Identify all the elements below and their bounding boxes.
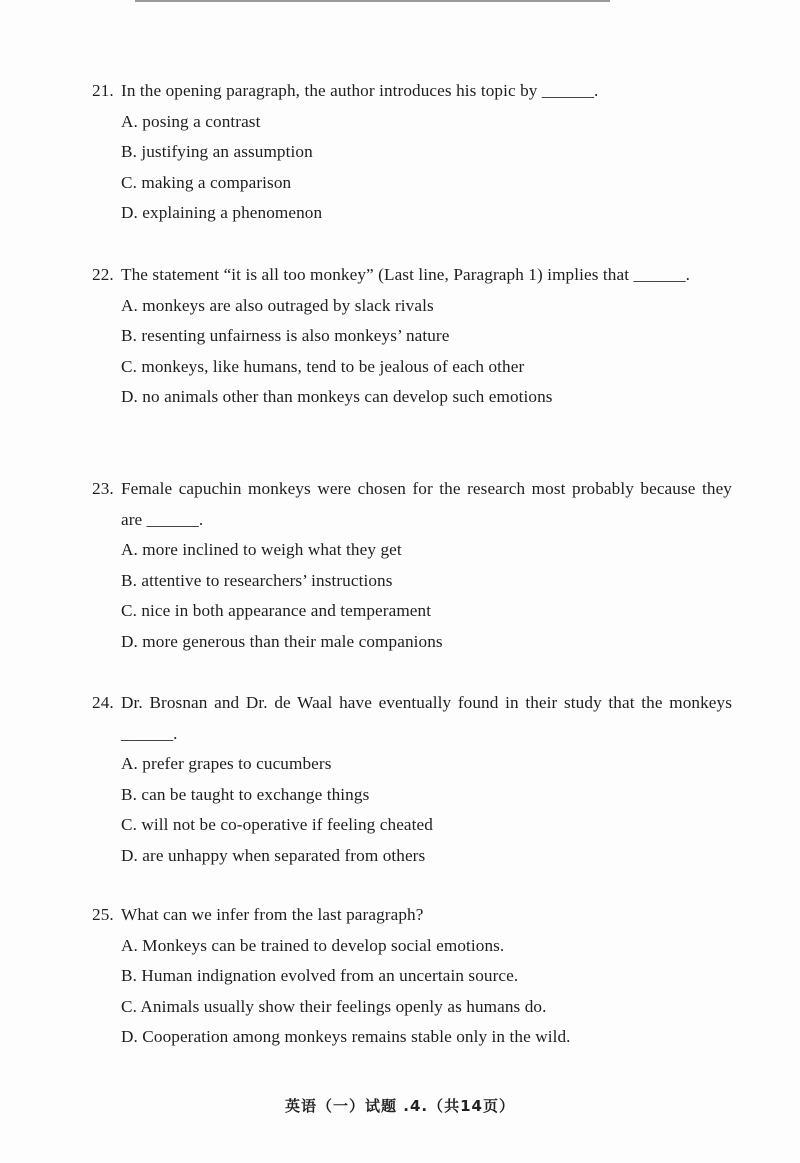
option-b: B. can be taught to exchange things [121,784,370,804]
question-24 [92,688,732,871]
question-text: What can we infer from the last paragraph? [121,905,424,924]
option-c: C. Animals usually show their feelings openly as humans do. [121,996,547,1016]
option-c: C. will not be co-operative if feeling cheated [121,815,433,834]
option-b: B. Human indignation evolved from an uncertain source. [121,966,519,985]
question-stem [92,474,732,535]
option-c: C. making a comparison [121,172,292,192]
option-d: D. are unhappy when separated from others [121,845,426,865]
option-c: C. nice in both appearance and temperament [121,601,432,620]
question-stem [92,76,732,107]
question-number: 24. [92,693,114,712]
option-a: A. Monkeys can be trained to develop social emotions. [121,935,505,955]
question-number: 25. [92,905,114,924]
question-text: Dr. Brosnan and Dr. de Waal have eventually found in their study that the monkeys ______. [121,693,732,743]
question-text: The statement “it is all too monkey” (Last line, Paragraph 1) implies that ______. [121,265,691,284]
option-a: A. more inclined to weigh what they get [121,540,402,559]
question-text: Female capuchin monkeys were chosen for the research most probably because they are ______. [121,479,732,529]
top-rule [135,0,610,2]
page-footer: 英语（一）试题 .4.（共14页） [285,1097,515,1115]
question-text: In the opening paragraph, the author introduces his topic by ______. [121,81,599,100]
question-number: 22. [92,265,114,284]
option-a: A. prefer grapes to cucumbers [121,754,332,773]
option-d: D. Cooperation among monkeys remains stable only in the wild. [121,1027,571,1046]
option-b: B. attentive to researchers’ instructions [121,570,393,590]
option-d: D. more generous than their male companions [121,631,443,651]
option-d: D. explaining a phenomenon [121,203,323,222]
question-21 [92,76,732,229]
question-stem [92,688,732,749]
question-22 [92,260,732,413]
question-23 [92,474,732,657]
option-b: B. resenting unfairness is also monkeys’ nature [121,326,450,345]
question-number: 21. [92,81,114,100]
question-stem [92,260,732,291]
option-c: C. monkeys, like humans, tend to be jealous of each other [121,356,525,376]
option-a: A. monkeys are also outraged by slack rivals [121,295,434,315]
option-b: B. justifying an assumption [121,142,313,161]
option-d: D. no animals other than monkeys can develop such emotions [121,387,553,406]
question-25 [92,900,732,1053]
question-stem [92,900,732,931]
question-number: 23. [92,479,114,498]
option-a: A. posing a contrast [121,111,261,131]
